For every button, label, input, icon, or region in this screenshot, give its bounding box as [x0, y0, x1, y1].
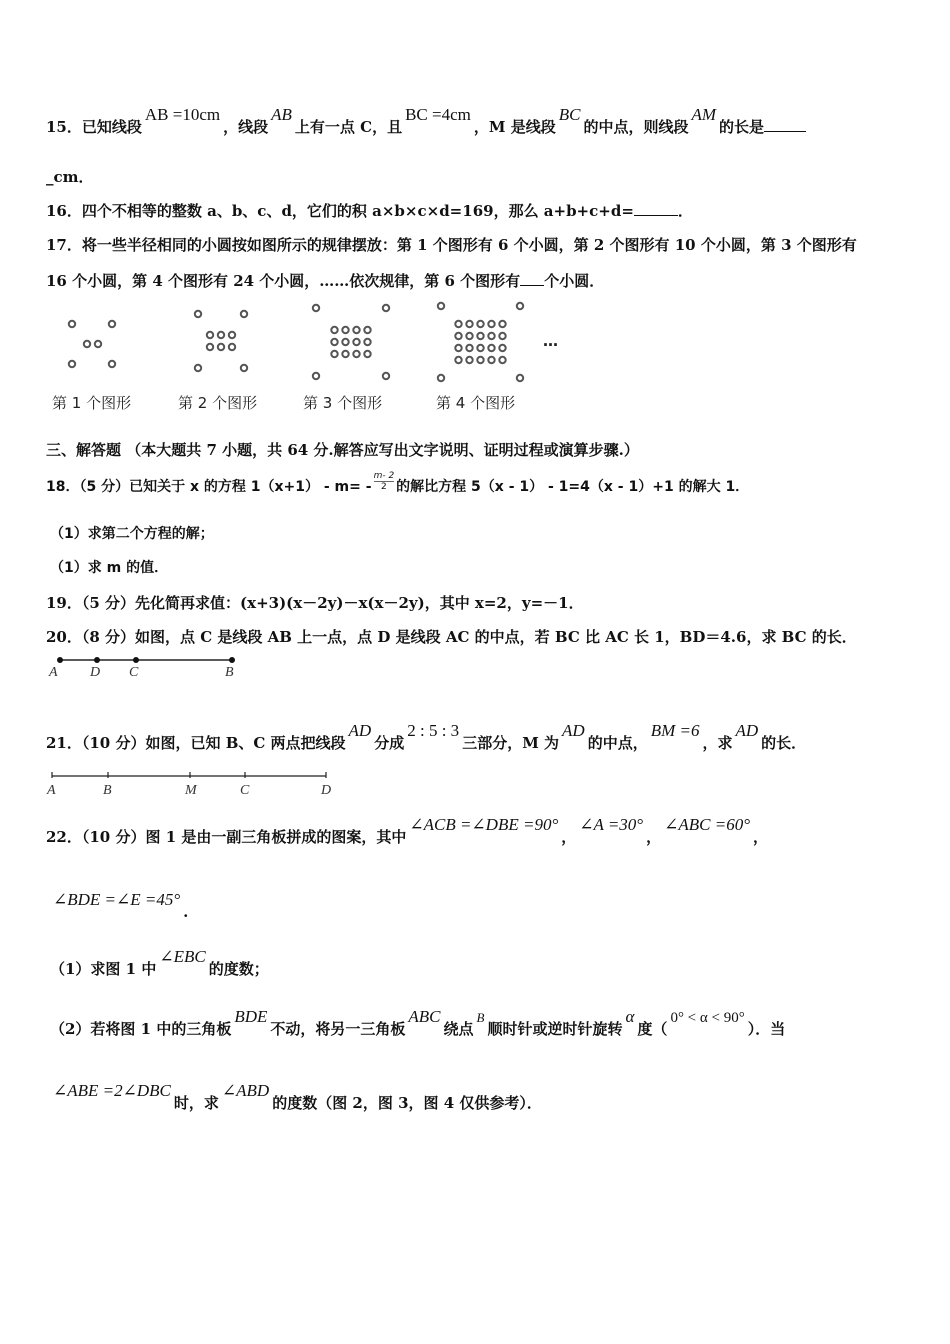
answer-blank [520, 273, 544, 286]
q18-text-1: 18．（5 分）已知关于 x 的方程 1（x+1） - m= - [46, 479, 372, 495]
point-label-C: C [129, 665, 139, 680]
q21-text-6: 的长． [761, 734, 807, 752]
q15-math-bc: BC =4cm [405, 105, 471, 124]
q17-text-2a: 16 个小圆，第 4 个图形有 24 个小圆，……依次规律，第 6 个图形有 [46, 272, 521, 290]
q22-sub-1 [50, 947, 269, 979]
figure-caption-1: 第 1 个图形 [52, 394, 132, 412]
q22-math-abd: ∠ABD [221, 1081, 270, 1100]
q22-sub-2 [50, 1007, 786, 1039]
small-circle [466, 357, 472, 363]
q22-sub-3 [50, 1081, 542, 1113]
q15-math-am: AM [691, 105, 717, 124]
small-circle [364, 339, 370, 345]
q17-line-1: 17．将一些半径相同的小圆按如图所示的规律摆放：第 1 个图形有 6 个小圆，第 2 个图形有 10 个小圆，第 3 个图形有 [46, 236, 857, 254]
q22-sub2-text-d: 顺时针或逆时针旋转 [487, 1020, 623, 1038]
small-circle [207, 332, 213, 338]
point-D [94, 657, 100, 663]
small-circle [499, 357, 505, 363]
q17-line-2 [46, 270, 604, 291]
q15-text-3: 上有一点 C，且 [294, 118, 403, 136]
point-label-B: B [103, 783, 112, 798]
answer-blank [764, 119, 806, 132]
q21-segment-figure [42, 768, 342, 800]
q15-text-2: ，线段 [223, 118, 269, 136]
small-circle [69, 361, 75, 367]
small-circle [218, 344, 224, 350]
q22-sub3-text-a: 时，求 [173, 1094, 219, 1112]
small-circle [383, 373, 389, 379]
q21-line [46, 721, 807, 753]
q22-text-1: 22．（10 分）图 1 是由一副三角板拼成的图案，其中 [46, 828, 407, 846]
q21-math-bm: BM =6 [650, 721, 700, 740]
point-label-M: M [185, 783, 197, 798]
small-circle [218, 332, 224, 338]
q20-line: 20．（8 分）如图，点 C 是线段 AB 上一点，点 D 是线段 AC 的中点，若 BC 比 AC 长 1，BD＝4.6，求 BC 的长． [46, 628, 857, 646]
fraction-denominator: 2 [381, 481, 387, 492]
q18-text-2: 的解比方程 5（x - 1） - 1=4（x - 1）+1 的解大 1． [396, 479, 750, 495]
section-heading: 三、解答题 （本大题共 7 小题，共 64 分.解答应写出文字说明、证明过程或演算步骤.） [46, 441, 639, 459]
point-B [229, 657, 235, 663]
q22-math-abc: ABC [408, 1007, 441, 1026]
q18-line [46, 470, 750, 498]
small-circle [488, 333, 494, 339]
answer-blank [634, 203, 678, 216]
q22-sub2-text-f: ）．当 [747, 1020, 786, 1038]
small-circle [69, 321, 75, 327]
q15-line [46, 105, 806, 137]
small-circle [229, 332, 235, 338]
small-circle [342, 327, 348, 333]
small-circle [342, 351, 348, 357]
small-circle [229, 344, 235, 350]
q22-sub2-text-e: 度（ [637, 1020, 668, 1038]
q15-text-1: 已知线段 [81, 118, 142, 136]
small-circle [477, 345, 483, 351]
q22-line-1: 22．（10 分）图 1 是由一副三角板拼成的图案，其中∠ACB =∠DBE =90°，∠A =30°，∠ABC =60°， [46, 815, 769, 846]
small-circle [195, 311, 201, 317]
q19-line: 19．（5 分）先化简再求值：(x+3)(x－2y)－x(x－2y)，其中 x=2，y=－1． [46, 594, 584, 612]
q18-sub-2: （1）求 m 的值． [50, 560, 169, 576]
q15-text-4: ，M 是线段 [473, 118, 556, 136]
point-label-D: D [321, 783, 332, 798]
small-circle [455, 333, 461, 339]
small-circle [109, 321, 115, 327]
q15-text-5: 的中点，则线段 [583, 118, 689, 136]
small-circle [466, 345, 472, 351]
q16-end: ． [677, 202, 693, 220]
small-circle [331, 351, 337, 357]
q21-math-ad: AD [348, 721, 372, 740]
q21-math-ad2: AD [562, 721, 585, 740]
q22-sub2-text-a: （2）若将图 1 中的三角板 [50, 1020, 232, 1038]
small-circle [499, 321, 505, 327]
q15-text-6: 的长是 [719, 118, 765, 136]
small-circle [353, 339, 359, 345]
q22-sub3-text-b: 的度数（图 2，图 3，图 4 仅供参考）． [272, 1094, 542, 1112]
small-circle [499, 345, 505, 351]
q16-line [46, 200, 693, 221]
small-circle [438, 303, 444, 309]
q17-text-2b: 个小圆． [544, 272, 605, 290]
small-circle [241, 311, 247, 317]
q15-math-ab2: AB [271, 105, 292, 124]
q22-math-alpha: α [625, 1007, 635, 1026]
small-circle [499, 333, 505, 339]
q22-math-ebc: ∠EBC [159, 947, 206, 966]
q22-math-b: B [476, 1010, 485, 1025]
small-circle [313, 305, 319, 311]
q15-math-ab: AB =10cm [144, 105, 221, 124]
figure-caption-3: 第 3 个图形 [303, 394, 383, 412]
q22-math-angle-bde: ∠BDE =∠E =45° [53, 890, 181, 909]
small-circle [331, 339, 337, 345]
q22-math-alpha-range: 0° < α < 90° [670, 1010, 745, 1026]
small-circle [84, 341, 90, 347]
small-circle [488, 345, 494, 351]
small-circle [109, 361, 115, 367]
point-label-B: B [225, 665, 234, 680]
q21-text-4: 的中点， [587, 734, 648, 752]
small-circle [466, 321, 472, 327]
small-circle [342, 339, 348, 345]
small-circle [364, 327, 370, 333]
small-circle [438, 375, 444, 381]
q15-tail: _cm． [46, 168, 94, 186]
q22-sub2-text-b: 不动，将另一三角板 [270, 1020, 406, 1038]
point-label-A: A [47, 783, 56, 798]
q18-sub-1: （1）求第二个方程的解； [50, 526, 214, 542]
small-circle [455, 321, 461, 327]
q22-sub1-text-b: 的度数； [208, 960, 269, 978]
q21-text-3: 三部分，M 为 [462, 734, 560, 752]
small-circle [313, 373, 319, 379]
point-A [57, 657, 63, 663]
small-circle [477, 357, 483, 363]
small-circle [95, 341, 101, 347]
q21-math-ad3: AD [735, 721, 759, 740]
q18-fraction [374, 471, 395, 492]
small-circle [488, 357, 494, 363]
q22-math-abe: ∠ABE =2∠DBC [53, 1081, 171, 1100]
point-label-A: A [49, 665, 58, 680]
point-label-C: C [240, 783, 250, 798]
q22-math-angle-abc: ∠ABC =60° [664, 815, 750, 834]
q20-segment-figure [42, 652, 262, 682]
q15-math-bc2: BC [558, 105, 581, 124]
small-circle [331, 327, 337, 333]
small-circle [488, 321, 494, 327]
q22-sub2-text-c: 绕点 [443, 1020, 474, 1038]
point-label-D: D [90, 665, 101, 680]
small-circle [207, 344, 213, 350]
small-circle [477, 321, 483, 327]
circle-pattern-figure [50, 300, 610, 390]
small-circle [517, 375, 523, 381]
point-C [133, 657, 139, 663]
small-circle [455, 357, 461, 363]
q22-math-angle-a: ∠A =30° [579, 815, 644, 834]
q22-sub1-text-a: （1）求图 1 中 [50, 960, 157, 978]
ellipsis: … [543, 332, 558, 350]
small-circle [353, 351, 359, 357]
small-circle [466, 333, 472, 339]
small-circle [477, 333, 483, 339]
small-circle [353, 327, 359, 333]
q22-math-bde: BDE [234, 1007, 268, 1026]
fraction-numerator: m- 2 [373, 470, 395, 481]
small-circle [241, 365, 247, 371]
figure-caption-4: 第 4 个图形 [436, 394, 516, 412]
q22-math-angles-1: ∠ACB =∠DBE =90° [409, 815, 559, 834]
q21-text-1: 21．（10 分）如图，已知 B、C 两点把线段 [46, 734, 346, 752]
q21-text-5: ，求 [702, 734, 733, 752]
small-circle [195, 365, 201, 371]
q16-text: 16．四个不相等的整数 a、b、c、d，它们的积 a×b×c×d=169，那么 a+b+c+d= [46, 202, 634, 220]
q15-number: 15． [46, 118, 82, 136]
small-circle [383, 305, 389, 311]
q21-text-2: 分成 [374, 734, 405, 752]
small-circle [455, 345, 461, 351]
figure-caption-2: 第 2 个图形 [178, 394, 258, 412]
q22-line-2: ∠BDE =∠E =45°. [53, 890, 189, 921]
q21-math-ratio: 2 : 5 : 3 [407, 721, 460, 740]
small-circle [364, 351, 370, 357]
small-circle [517, 303, 523, 309]
